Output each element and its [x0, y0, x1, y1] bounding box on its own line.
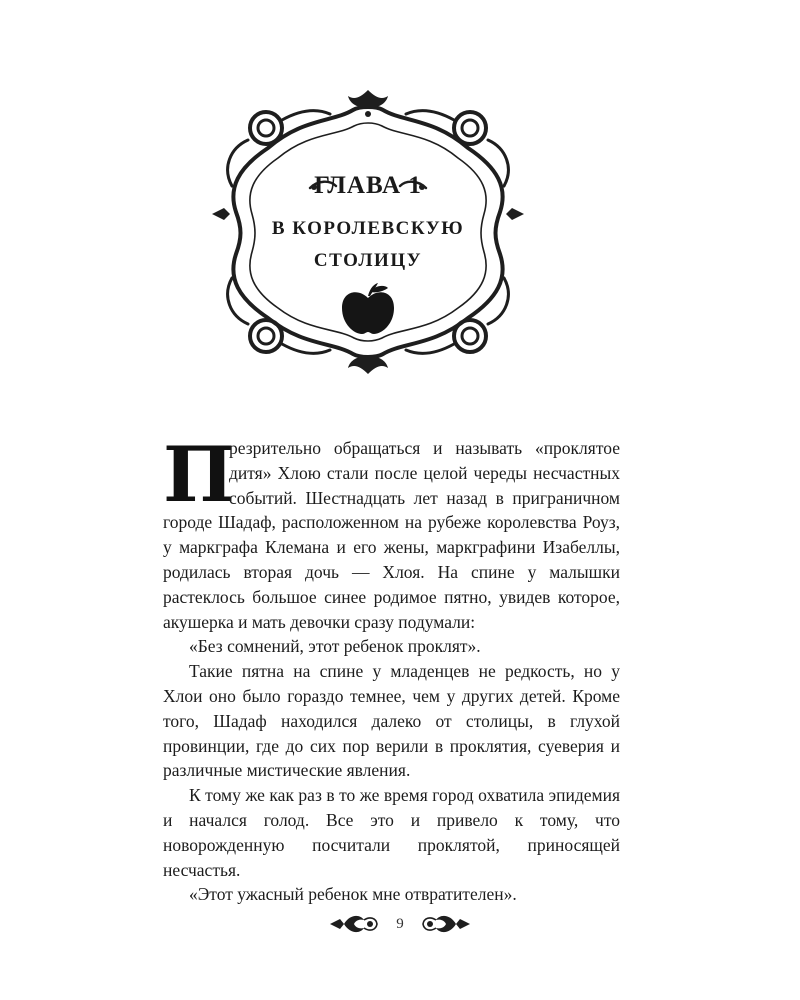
paragraph-1: [163, 430, 620, 634]
paragraph-2: «Без сомнений, этот ребенок проклят».: [189, 636, 481, 657]
page-footer: [0, 910, 800, 944]
chapter-body: [163, 430, 620, 907]
chapter-title: ГЛАВА 1: [314, 172, 422, 199]
paragraph-3: Такие пятна на спине у младенцев не редкость, но у Хлои оно было гораздо темнее, чем у других детей. Кроме того, Шадаф находился далеко от столицы, в глухой провинции, где до сих пор верили в проклятия, суеверия и различные мистические явления.: [163, 661, 620, 781]
paragraph-4: К тому же как раз в то же время город охватила эпидемия и начался голод. Все это и привело к тому, что новорожденную посчитали проклятой, приносящей несчастья.: [163, 785, 620, 880]
apple-icon: [342, 283, 394, 334]
drop-cap: П: [163, 430, 235, 519]
chapter-heading-frame: [208, 88, 528, 376]
page-number: 9: [396, 916, 404, 932]
fleuron-right-icon: [422, 910, 470, 938]
chapter-subtitle: [208, 213, 528, 277]
chapter-subtitle-line-1: В КОРОЛЕВСКУЮ: [271, 218, 465, 239]
paragraph-1-text: резрительно обращаться и называть «проклятое дитя» Хлою стали после целой череды несчастных событий. Шестнадцать лет назад в приграничном городе Шадаф, расположенном на рубеже королевства Роуз, у маркграфа Клемана и его жены, маркграфини Изабеллы, родилась вторая дочь — Хлоя. На спине у малышки растеклось большое синее родимое пятно, увидев которое, акушерка и мать девочки сразу подумали:: [163, 438, 620, 632]
fleuron-left-icon: [330, 910, 378, 938]
paragraph-5: «Этот ужасный ребенок мне отвратителен».: [189, 884, 517, 905]
chapter-subtitle-line-2: СТОЛИЦУ: [313, 250, 423, 271]
